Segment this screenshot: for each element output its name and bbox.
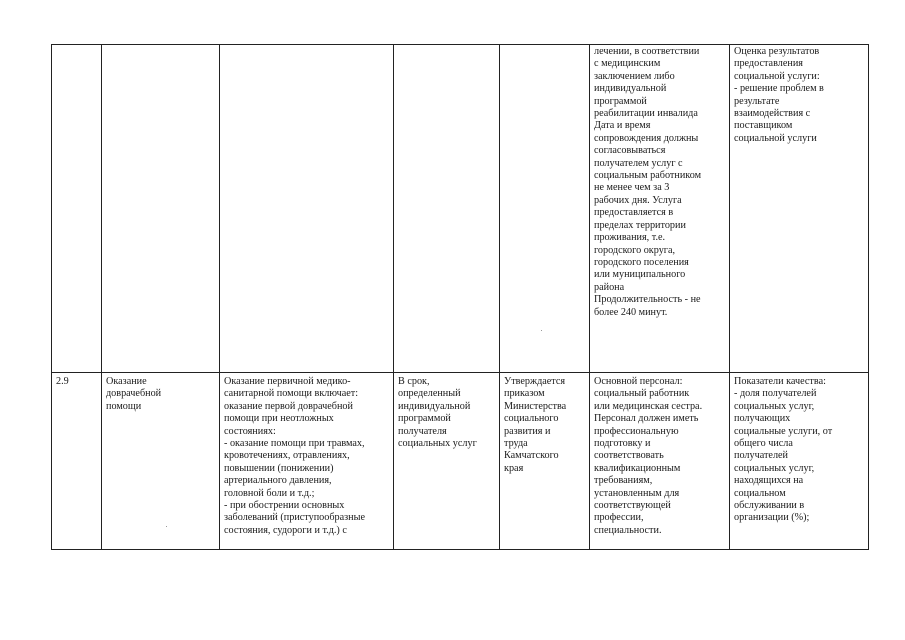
text-line: городского округа, [594,244,676,256]
text-line: предоставления [734,58,803,70]
text-line: реабилитации инвалида [594,108,698,120]
text-line: В срок, [398,376,430,387]
text-line: или медицинская сестра. [594,400,703,412]
text-line: состояниях: [224,425,276,437]
table-col-border [589,44,590,550]
text-line: Оказание первичной медико- [224,376,351,387]
text-line: специальности. [594,524,662,536]
text-line: получателя [398,425,447,437]
text-line: артериального давления, [224,475,332,487]
text-line: требованиям, [594,475,653,487]
text-line: определенный [398,388,461,400]
top-row-conditions-text [594,46,724,319]
service-term [398,376,496,450]
text-line: соответствовать [594,450,664,462]
text-line: - при обострении основных [224,500,345,512]
text-line: Утверждается [504,376,566,387]
text-line: соответствующей [594,500,671,512]
text-line: социальных услуг, [734,400,815,412]
text-line: социальной услуги [734,132,817,144]
text-line: установленным для [594,487,680,499]
text-line: Продолжительность - не [594,294,701,306]
text-line: социальных услуг, [734,462,815,474]
text-line: помощи [106,400,142,412]
scan-speck [166,526,167,527]
text-line: социальный работник [594,388,690,400]
text-line: городского поселения [594,256,689,268]
text-line: района [594,281,625,293]
text-line: края [504,462,524,474]
text-line: социальных услуг [398,438,477,450]
text-line: пределах территории [594,219,686,231]
text-line: квалификационным [594,462,681,474]
table-col-border [393,44,394,550]
text-line: профессиональную [594,425,679,437]
service-cost [504,376,586,475]
text-line: социальной услуги: [734,70,820,82]
text-line: подготовку и [594,438,651,450]
text-line: социального [504,413,559,425]
text-line: поставщиком [734,120,793,132]
text-line: находящихся на [734,475,804,487]
text-line: взаимодействия с [734,108,811,120]
text-line: - решение проблем в [734,83,824,95]
table-row-divider [51,372,869,373]
text-line: обслуживании в [734,500,805,512]
text-line: заключением либо [594,70,675,82]
text-line: программой [594,95,647,107]
text-line: результате [734,95,780,107]
text-line: общего числа [734,438,793,450]
text-line: проживания, т.е. [594,232,666,244]
text-line: заболеваний (приступообразные [224,512,365,524]
text-line: получающих [734,413,791,425]
text-line: Дата и время [594,120,651,132]
table-col-border [868,44,869,550]
service-description [224,376,390,537]
text-line: кровотечениях, отравлениях, [224,450,350,462]
text-line: санитарной помощи включает: [224,388,359,400]
text-line: помощи при неотложных [224,413,334,425]
text-line: - доля получателей [734,388,817,400]
scan-speck [541,330,542,331]
text-line: состояния, судороги и т.д.) с [224,524,347,536]
text-line: программой [398,413,451,425]
text-line: повышении (понижении) [224,462,334,474]
text-line: или муниципального [594,269,686,281]
table-col-border [219,44,220,550]
text-line: - оказание помощи при травмах, [224,438,365,450]
service-conditions [594,376,724,537]
text-line: социальные услуги, от [734,425,833,437]
text-line: Министерства [504,400,567,412]
text-line: согласовываться [594,145,666,157]
text-line: Показатели качества: [734,376,826,387]
text-line: головной боли и т.д.; [224,487,315,499]
text-line: Камчатского [504,450,559,462]
text-line: приказом [504,388,545,400]
text-line: получателей [734,450,789,462]
text-line: социальным работником [594,170,702,182]
table-col-border [499,44,500,550]
table-top-border [51,44,869,45]
top-row-evaluation-text [734,46,864,145]
table-col-border [729,44,730,550]
text-line: труда [504,438,528,450]
table-bottom-border [51,549,869,550]
text-line: развития и [504,425,551,437]
text-line: доврачебной [106,388,162,400]
text-line: получателем услуг с [594,157,683,169]
text-line: оказание первой доврачебной [224,400,353,412]
text-line: более 240 минут. [594,306,668,318]
text-line: лечении, в соответствии [594,46,700,57]
text-line: с медицинским [594,58,661,70]
row-number [56,376,98,388]
text-line: рабочих дня. Услуга [594,194,682,206]
service-name [106,376,216,413]
text-line: предоставляется в [594,207,674,219]
text-line: индивидуальной [594,83,667,95]
text-line: Основной персонал: [594,376,683,387]
service-quality [734,376,864,525]
text-line: индивидуальной [398,400,471,412]
text-line: организации (%); [734,512,810,524]
text-line: социальном [734,487,786,499]
text-line: Персонал должен иметь [594,413,699,425]
table-col-border [51,44,52,550]
row-number-text: 2.9 [56,376,69,387]
text-line: не менее чем за 3 [594,182,670,194]
text-line: Оценка результатов [734,46,820,57]
table-col-border [101,44,102,550]
text-line: сопровождения должны [594,132,699,144]
text-line: Оказание [106,376,147,387]
text-line: профессии, [594,512,644,524]
